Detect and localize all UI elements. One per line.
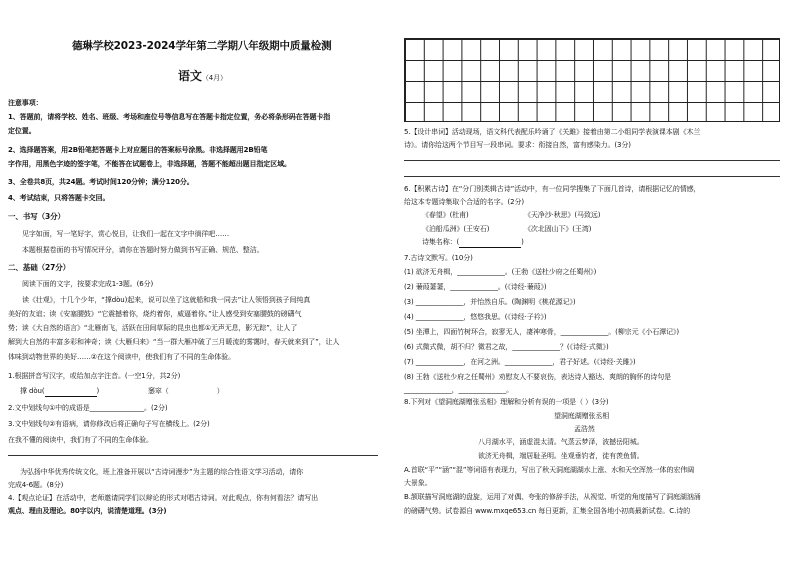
- writing-line: 见字如面，写一笔好字，赏心悦目，让我们一起在文字中徜徉吧……: [22, 230, 229, 238]
- note-item: 4、考试结束，只将答题卡交回。: [8, 194, 110, 202]
- poem-author: 孟浩然: [574, 425, 595, 433]
- question-5-req: 诗》。请你给这两个节目写一段串词。要求：衔接自然，富有感染力。(3分): [404, 141, 631, 149]
- option-b: B.颔联描写洞庭湖的盘旋，运用了对偶、夸张的修辞手法，从视觉、听觉的角度描写了洞庭湖汹涌: [404, 493, 701, 501]
- question-6-req: 给这本专题诗集取个合适的名字。(2分): [404, 198, 525, 206]
- collection-label: 诗集名称：(: [422, 238, 460, 246]
- question-7: 7.古诗文默写。(10分): [404, 254, 473, 262]
- q1-blank-b: [148, 387, 224, 396]
- activity-intro: 完成4-6题。(8分): [8, 481, 64, 489]
- note-item: 字作用，用黑色字迹的签字笔，不能答在试题卷上，非选择题，答题不能超出题目指定区域。: [8, 160, 291, 168]
- question-4: 4.【观点论证】在活动中，老师邀请同学们以辩论的形式对唱古诗词。对此观点，你有何看法？请写出: [8, 494, 319, 502]
- q1-item-a: 撑 dòu(: [20, 387, 45, 395]
- writing-grid[interactable]: [404, 38, 780, 122]
- question-8: 8.下列对《望洞庭湖赠张丞相》理解和分析有误的一项是（ ）(3分): [404, 398, 609, 406]
- note-item: 1、答题前，请将学校、姓名、班级、考场和座位号等信息写在答题卡指定位置，务必将条形码在答题卡指: [8, 113, 331, 121]
- poem-line: 八月湖水平，涵虚混太清。气蒸云梦泽，波撼岳阳城。: [478, 438, 644, 446]
- option-a: A.首联“平”“涵”“混”等词语有表现力，写出了秋天洞庭湖湖水上涨、水和天空浑然一体的宏伟阔: [404, 466, 695, 474]
- answer-line[interactable]: [404, 160, 780, 161]
- exam-month: （4月）: [201, 74, 227, 82]
- section-writing: 一、书写（3分）: [8, 212, 65, 221]
- q7-item: ______________，______________。: [404, 386, 514, 394]
- option-a-cont: 大景象。: [404, 479, 432, 487]
- section-basics: 二、基础（27分）: [8, 263, 71, 272]
- q7-item: (5) 坐潭上，四面竹树环合，寂寥无人，凄神寒骨，______________。(柳宗元《小石潭记》): [404, 328, 680, 336]
- q7-item: (8) 王勃《送杜少府之任蜀州》劝慰友人不要哀伤，表达诗人豁达、爽朗的胸怀的诗句是: [404, 373, 672, 381]
- passage-line: 阅读下面的文字，按要求完成1-3题。(6分): [22, 280, 154, 288]
- writing-line: 本题根据卷面的书写情况评分，请你在答题时努力做到书写正确、规范、整洁。: [22, 246, 264, 254]
- q7-item: (2) 蒹葭萋萋，______________。(《诗经·蒹葭》): [404, 283, 547, 291]
- collection-answer-line[interactable]: [459, 238, 521, 248]
- passage-line: 美好的友谊；读《安塞腰鼓》“它震撼着你，烧灼着你，威逼着你。”让人感受到安塞腰鼓的磅礴气: [8, 310, 302, 318]
- poem-item: 《次北固山下》(王湾): [524, 225, 592, 233]
- answer-line[interactable]: [404, 176, 780, 177]
- collection-label-close: ): [521, 238, 524, 246]
- q7-item: (7) ______________，在河之洲。______________，君子好逑。(《诗经·关雎》): [404, 358, 636, 366]
- exam-title: 德琳学校2023-2024学年第二学期八年级期中质量检测: [72, 40, 332, 52]
- activity-intro: 为弘扬中华优秀传统文化，班上准备开展以“古诗词漫步”为主题的综合性语文学习活动，请你: [20, 468, 304, 476]
- note-item: 定位置。: [8, 127, 36, 135]
- passage-line: 读《壮观》，十几个少年，“撑dòu)起来，说可以坐了这就船和我一同去”让人领悟到孩子间纯真: [22, 296, 311, 304]
- question-3: 3.文中划线句②有语病，请你修改后将正确句子写在横线上。(2分): [8, 420, 210, 428]
- note-item: 3、全卷共8页，共24题。考试时间120分钟；满分120分。: [8, 178, 194, 186]
- question-4-req: 观点、理由及理论。80字以内，说清楚道理。(3分): [8, 507, 167, 515]
- poem-line: 欲济无舟楫，端居耻圣明。坐观垂钓者，徒有羡鱼情。: [478, 452, 644, 460]
- q1-item-b: 窸窣（: [148, 387, 169, 395]
- q7-item: (3) ______________，并怡然自乐。(陶渊明《桃花源记》): [404, 298, 576, 306]
- passage-line: 势；读《大自然的语言》“北雁南飞，活跃在田间草际的昆虫也都①无声无息，影无踪”，让人了: [8, 324, 298, 332]
- q7-item: (4) ______________，悠悠我思。(《诗经·子衿》): [404, 313, 547, 321]
- poem-item: 《天净沙·秋思》(马致远): [524, 211, 601, 219]
- subject-title: [178, 69, 227, 83]
- answer-line[interactable]: [8, 455, 378, 456]
- passage-line: 体味到动物世界的美好……②在这个阅读中，使我们有了不同的生命体验。: [8, 353, 235, 361]
- question-2: 2.文中划线句①中的成语是________________。(2分): [8, 404, 168, 412]
- poem-collection-name: [422, 238, 524, 248]
- q7-item: (6) 式微式微，胡不归？微君之故，______________？(《诗经·式微》): [404, 343, 609, 351]
- poem-title: 望洞庭湖赠张丞相: [554, 412, 610, 420]
- notes-heading: 注意事项：: [8, 99, 43, 107]
- question-5: 5.【设计串词】活动现场，语文科代表配乐吟诵了《关雎》接着由第二小组同学表演课本剧《木兰: [404, 128, 701, 136]
- q1-blank-a: [20, 387, 99, 397]
- q1-item-a-close: ): [96, 387, 100, 395]
- question-3-text: 在我不懂的阅读中，我们有了不同的生命体验。: [8, 436, 153, 444]
- option-b-cont: 的磅礴气势。试卷源自 www.mxqe653.cn 每日更新，汇集全国各地小初高最新试卷。C.诗的: [404, 507, 691, 515]
- poem-item: 《春望》(杜甫): [422, 211, 469, 219]
- q1-answer-line-a[interactable]: [45, 387, 97, 397]
- q7-item: (1) 欲济无舟楫，______________。(王勃《送杜少府之任蜀州》): [404, 268, 597, 276]
- question-6: 6.【积累古诗】在“分门别类辑古诗”活动中，有一位同学搜集了下面几首诗，请根据记忆的情感，: [404, 185, 701, 193]
- poem-item: 《泊船瓜洲》(王安石): [422, 225, 490, 233]
- subject-name: 语文: [178, 69, 202, 83]
- note-item: 2、选择题答案，用2B铅笔把答题卡上对应题目的答案标号涂黑。非选择题用2B铅笔: [8, 146, 268, 154]
- question-1: 1.根据拼音写汉字，或给加点字注音。(一空1分，共2分): [8, 372, 181, 380]
- passage-line: 解到大自然的丰富多彩和神奇；读《大雁归来》“当一群大雁冲破了三月暖流的雾霭时，春天就来到了”，让人: [8, 338, 340, 346]
- q1-item-b-close: ）: [216, 387, 224, 395]
